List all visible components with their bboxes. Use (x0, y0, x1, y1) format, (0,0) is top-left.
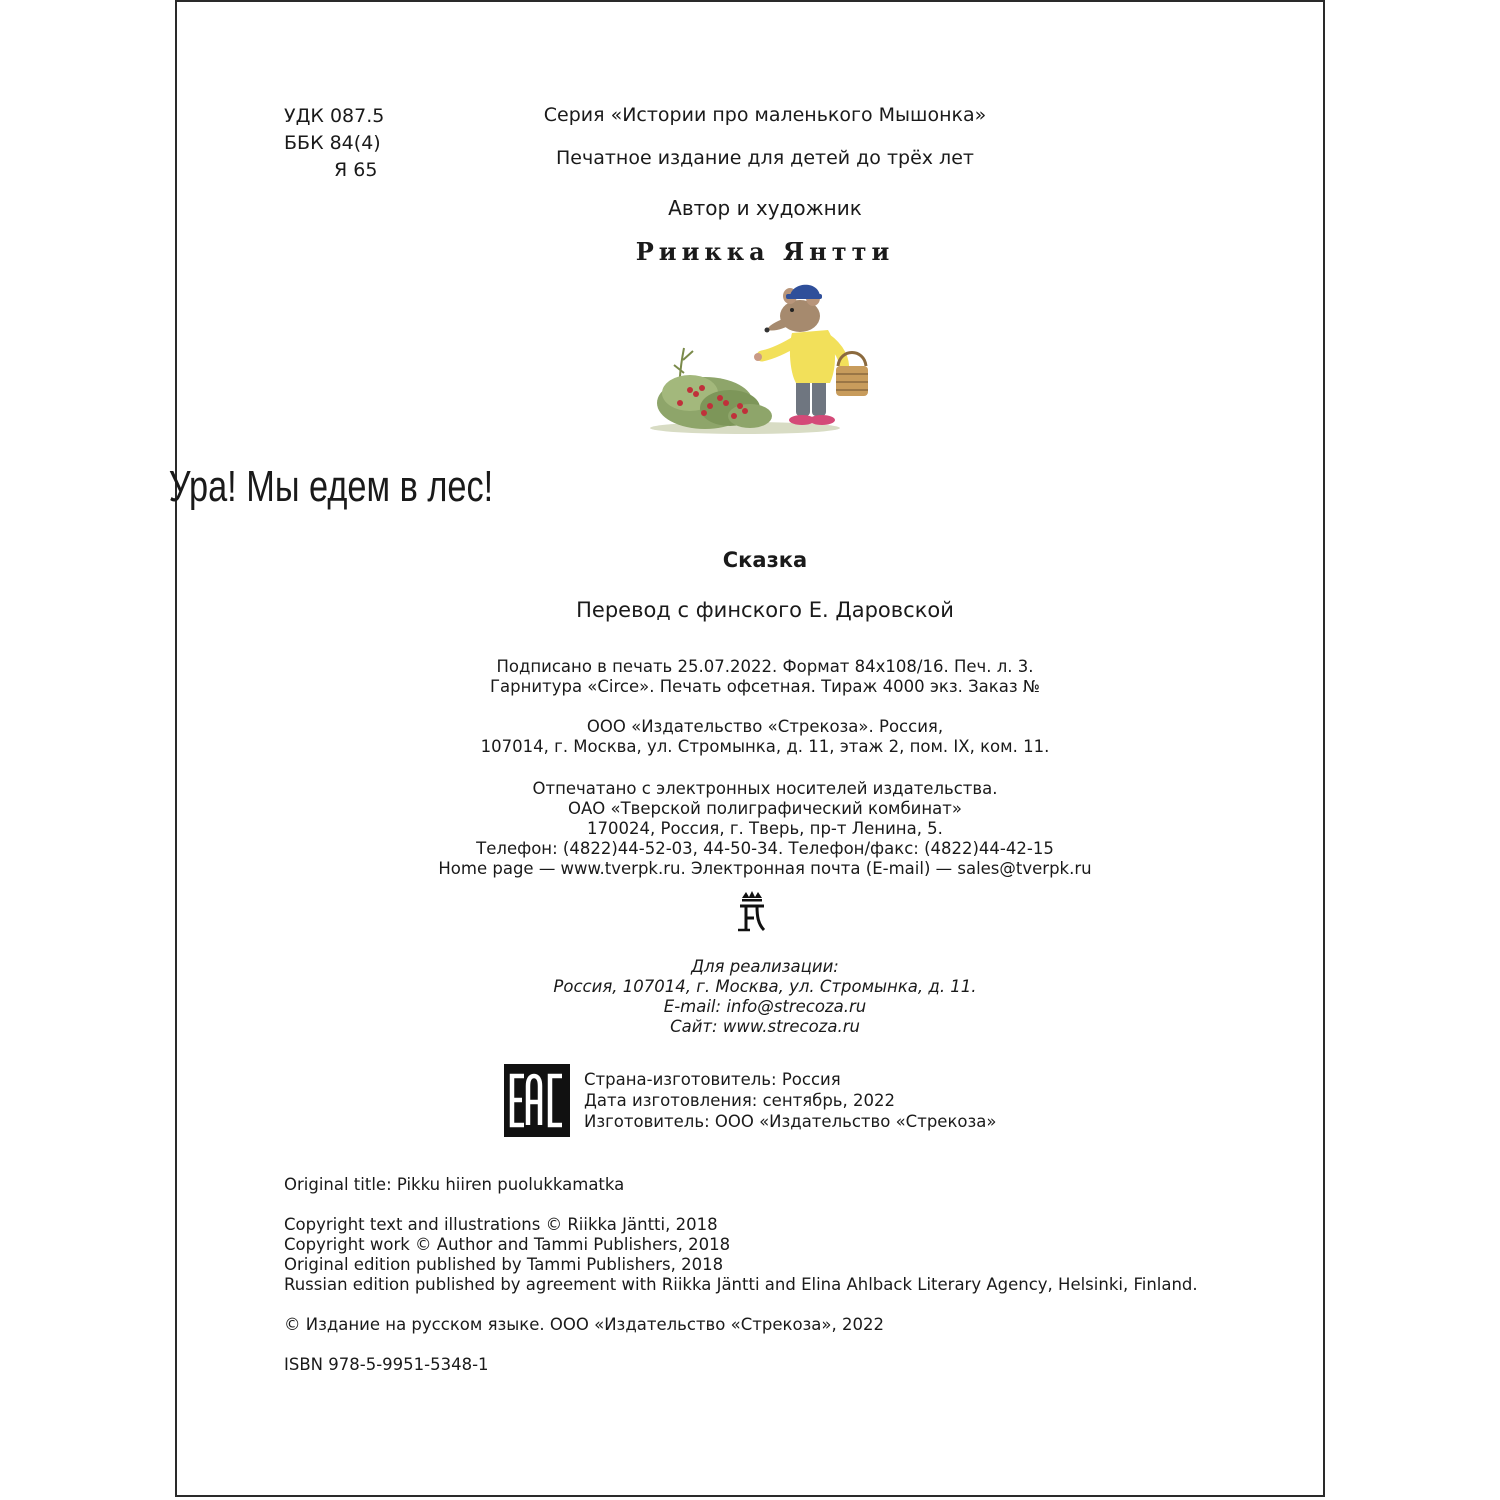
publisher-line: 107014, г. Москва, ул. Стромынка, д. 11, этаж 2, пом. IX, ком. 11. (480, 737, 1050, 756)
copyright-line: Original edition published by Tammi Publishers, 2018 (284, 1255, 724, 1274)
author-mark: Я 65 (334, 159, 378, 181)
print-info-line: Гарнитура «Circe». Печать офсетная. Тираж 4000 экз. Заказ № (489, 677, 1041, 696)
sales-contacts (175, 957, 1355, 1037)
isbn: ISBN 978-5-9951-5348-1 (284, 1355, 489, 1374)
author-name: Риикка Янтти (635, 237, 895, 266)
printer-line: Home page — www.tverpk.ru. Электронная почта (E-mail) — sales@tverpk.ru (438, 859, 1092, 878)
tpk-crown-logo (736, 890, 768, 934)
mouse-picking-berries-illustration (650, 278, 880, 438)
copyright-line: Copyright text and illustrations © Riikka Jäntti, 2018 (284, 1215, 718, 1234)
eac-mark-icon (504, 1064, 570, 1137)
printer-line: Телефон: (4822)44-52-03, 44-50-34. Телефон/факс: (4822)44-42-15 (476, 839, 1054, 858)
printer-info (175, 779, 1355, 879)
publisher-address (175, 717, 1355, 757)
sales-line: Сайт: www.strecoza.ru (670, 1017, 860, 1036)
copyright-line: Russian edition published by agreement with Riikka Jäntti and Elina Ahlback Literary Agency, Helsinki, Finland. (284, 1275, 1198, 1294)
print-info (175, 657, 1355, 697)
sales-line: Для реализации: (691, 957, 839, 976)
copyright-line: Copyright work © Author and Tammi Publishers, 2018 (284, 1235, 731, 1254)
manufacturer-info (584, 1069, 996, 1132)
age-notice: Печатное издание для детей до трёх лет (556, 147, 974, 169)
printer-line: 170024, Россия, г. Тверь, пр-т Ленина, 5. (587, 819, 943, 838)
sales-line: Россия, 107014, г. Москва, ул. Стромынка, д. 11. (553, 977, 977, 996)
bbk-code: ББК 84(4) (284, 132, 381, 154)
sales-line: E-mail: info@strecoza.ru (663, 997, 867, 1016)
copyright-block (284, 1215, 1198, 1295)
manufacturer-line: Страна-изготовитель: Россия (584, 1070, 841, 1089)
print-info-line: Подписано в печать 25.07.2022. Формат 84х108/16. Печ. л. 3. (496, 657, 1034, 676)
manufacturer-line: Дата изготовления: сентябрь, 2022 (584, 1091, 896, 1110)
printer-line: Отпечатано с электронных носителей издательства. (532, 779, 998, 798)
book-title: Ура! Мы едем в лес! (168, 462, 494, 511)
original-title: Original title: Pikku hiiren puolukkamatka (284, 1175, 625, 1194)
author-label: Автор и художник (668, 196, 862, 220)
manufacturer-line: Изготовитель: ООО «Издательство «Стрекоза» (584, 1112, 997, 1131)
translator-credit: Перевод с финского Е. Даровской (576, 598, 954, 622)
printer-line: ОАО «Тверской полиграфический комбинат» (567, 799, 962, 818)
genre: Сказка (722, 548, 808, 572)
publisher-line: ООО «Издательство «Стрекоза». Россия, (586, 717, 944, 736)
udk-code: УДК 087.5 (284, 105, 385, 127)
series-line: Серия «Истории про маленького Мышонка» (543, 104, 987, 126)
russian-edition-copyright: © Издание на русском языке. ООО «Издательство «Стрекоза», 2022 (284, 1315, 884, 1334)
